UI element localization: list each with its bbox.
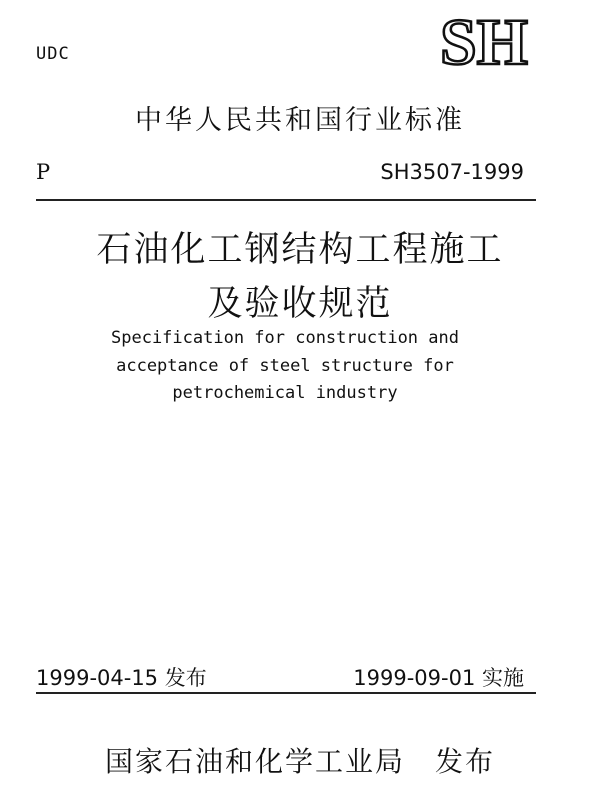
- udc-label: UDC: [36, 44, 70, 64]
- standard-code: SH3507-1999: [380, 160, 524, 184]
- sh-logo: [428, 10, 538, 74]
- effective-date: 1999-09-01 实施: [353, 666, 524, 690]
- title-english-line3: petrochemical industry: [172, 383, 398, 403]
- title-english-line2: acceptance of steel structure for: [116, 356, 454, 376]
- footer-divider: [36, 692, 536, 694]
- title-chinese-line1: 石油化工钢结构工程施工: [96, 230, 504, 270]
- issuing-authority: 国家石油和化学工业局 发布: [104, 745, 495, 778]
- title-english-line1: Specification for construction and: [111, 328, 459, 348]
- title-chinese-line2: 及验收规范: [207, 284, 393, 324]
- header-divider: [36, 199, 536, 201]
- sh-logo-text: SH: [439, 10, 529, 74]
- standard-type-heading: 中华人民共和国行业标准: [135, 105, 465, 136]
- category-letter: P: [36, 160, 51, 184]
- issue-date: 1999-04-15 发布: [36, 666, 207, 690]
